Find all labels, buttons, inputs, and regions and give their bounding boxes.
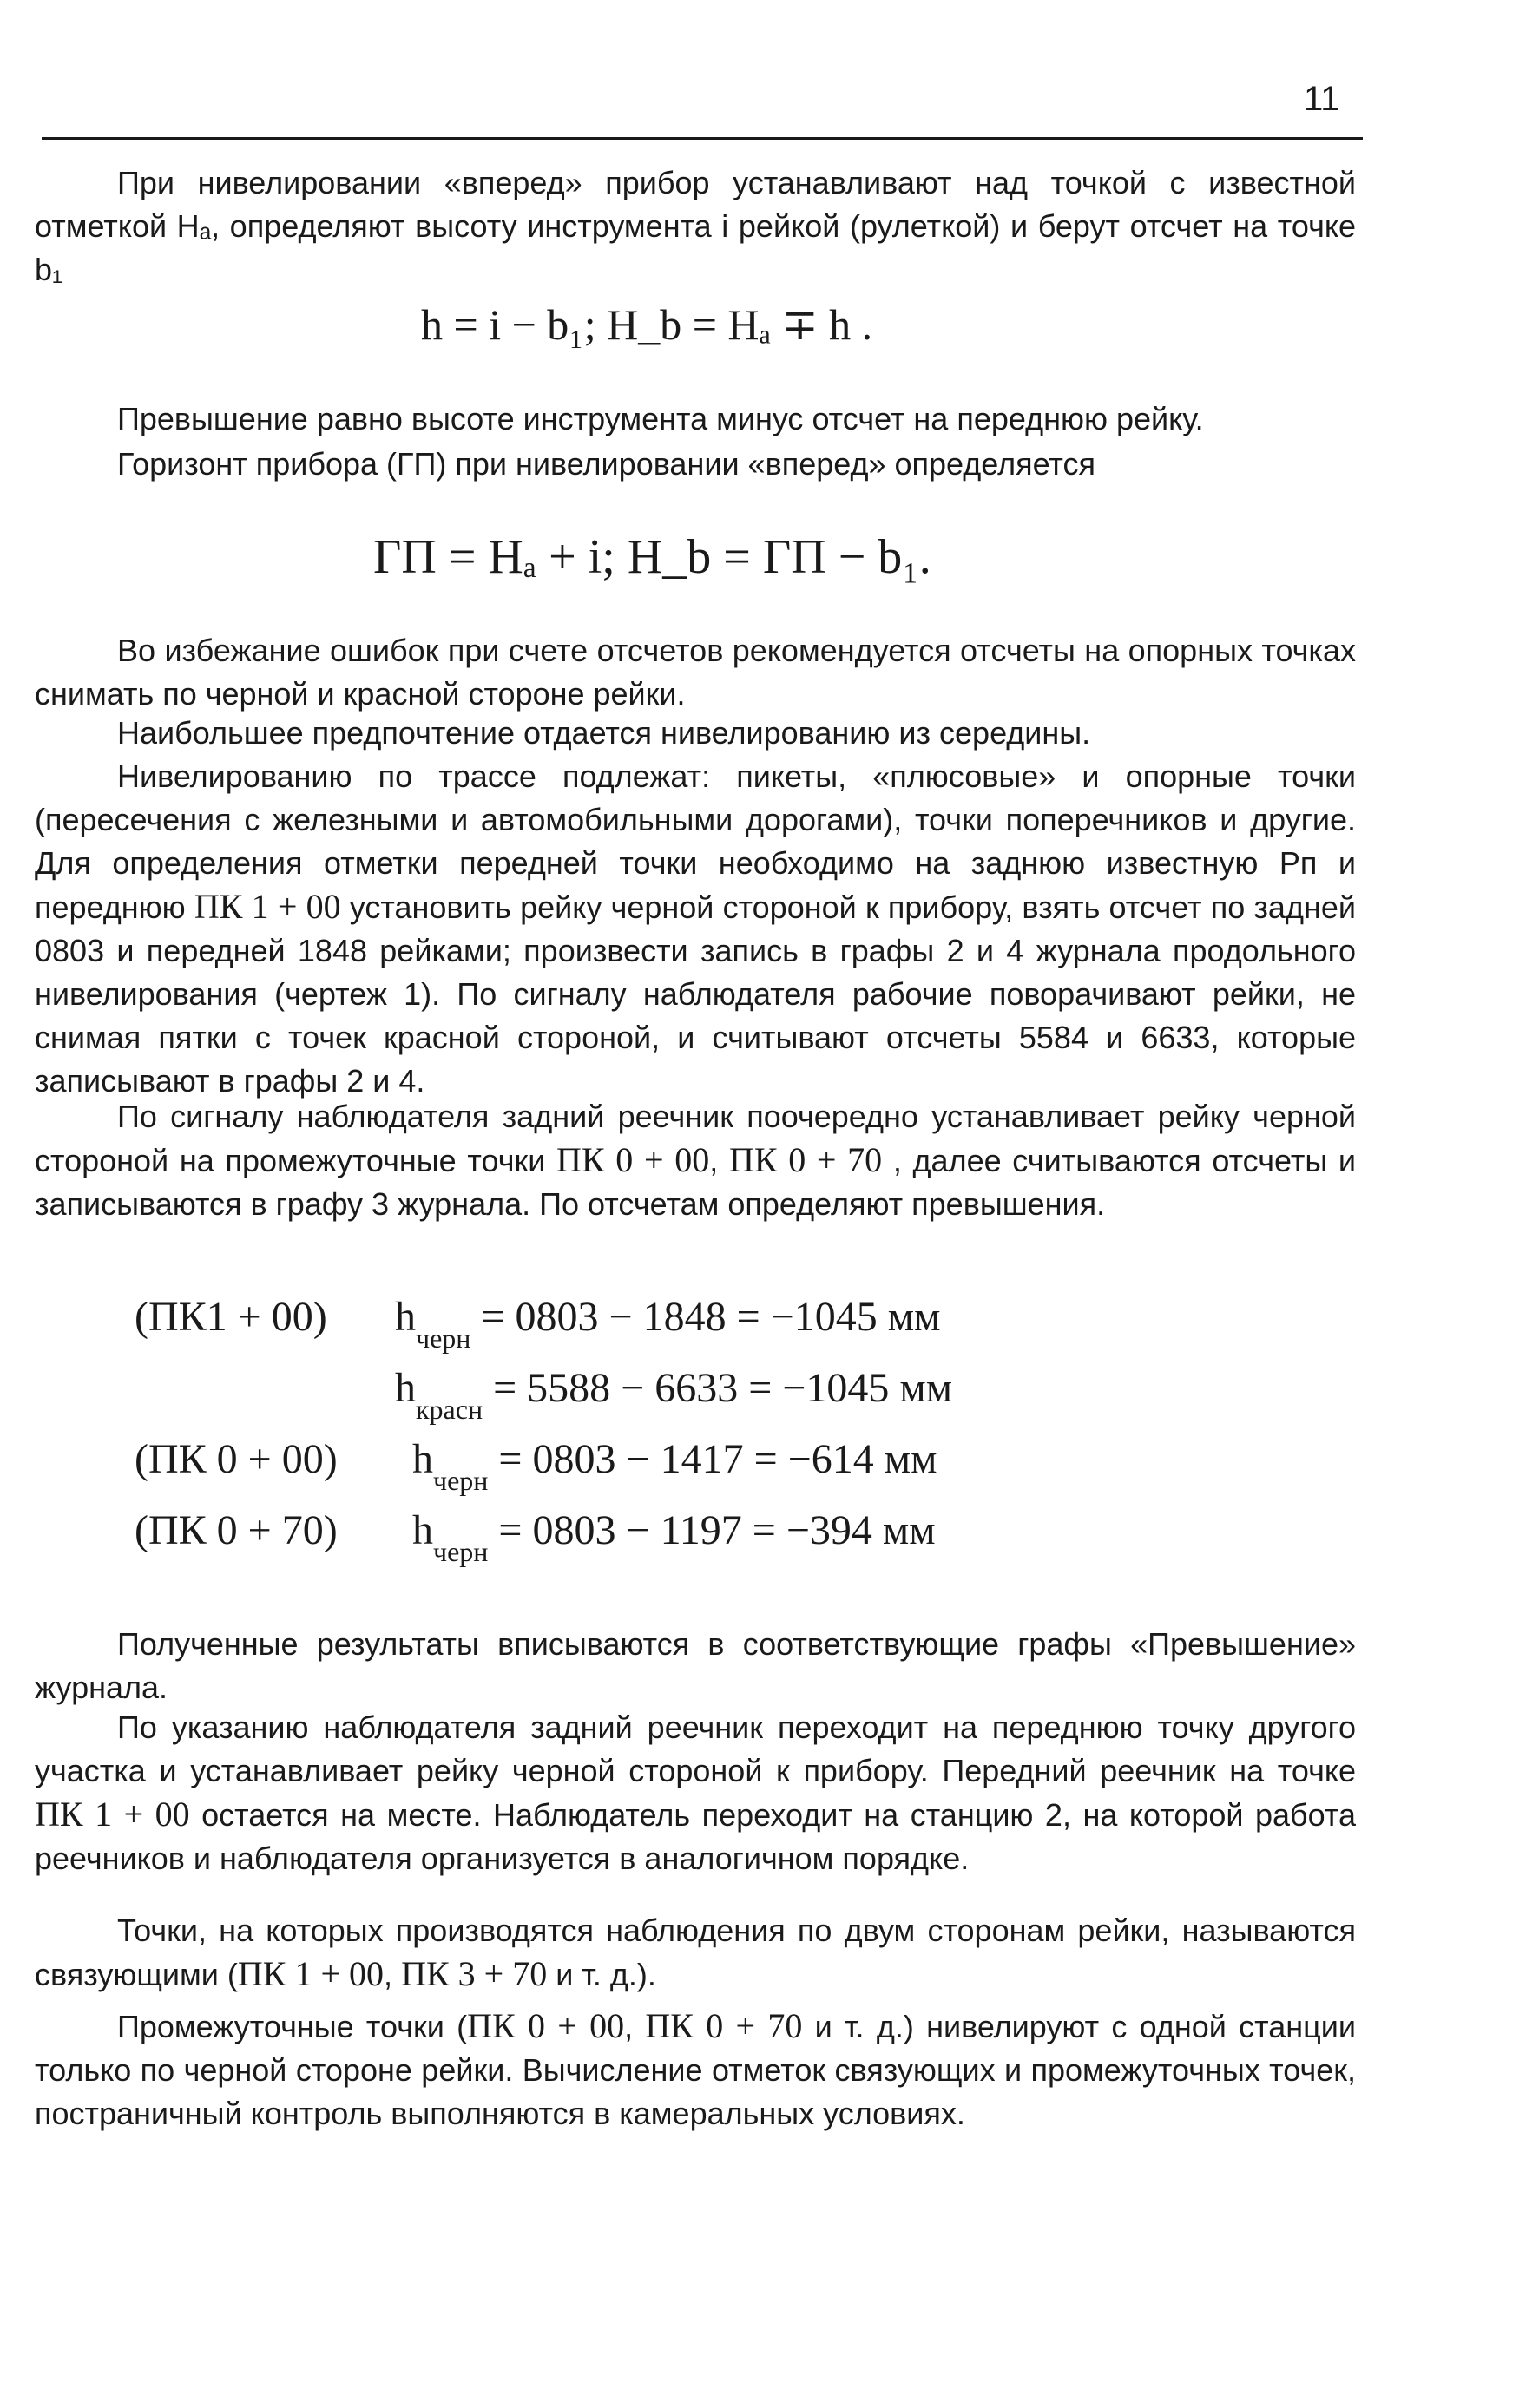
calc-expression: = 0803 − 1197 = −394 мм [498,1507,936,1553]
picket-label: ПК 1 + 00 [237,1954,385,1993]
paragraph-2: Превышение равно высоте инструмента минус отсчет на переднюю рейку. [117,401,1204,436]
calc-point: (ПК 0 + 00) [135,1436,338,1482]
paragraph-8: Полученные результаты вписываются в соответствующие графы «Превышение» журнала. [35,1626,1356,1705]
paragraph-10 [35,1909,1356,1997]
formula-height-difference: h = i − b₁; H_b = Hₐ ∓ h . [421,300,873,349]
paragraph-10-text-a: Точки, на которых производятся наблюдения по двум сторонам рейки, называются связующими ( [35,1913,1356,1992]
paragraph-9-text-a: По указанию наблюдателя задний реечник переходит на переднюю точку другого участка и устанавливает рейку черной стороной к прибору. Передний реечник на точке [35,1709,1356,1788]
calc-row-3 [135,1435,937,1497]
picket-label: ПК 0 + 00 [556,1140,710,1179]
paragraph-7-text-b: , далее считываются отсчеты и записываются в графу 3 журнала. По отсчетам определяют превышения. [35,1143,1357,1222]
calc-h: h [395,1365,416,1411]
paragraph-11-text-b: и т. д.) нивелируют с одной станции только по черной стороне рейки. Вычисление отметок связующих и промежуточных точек, постраничный контроль выполняются в камеральных условиях. [35,2009,1356,2131]
paragraph-3: Горизонт прибора (ГП) при нивелировании «вперед» определяется [117,446,1096,482]
paragraph-4: Во избежание ошибок при счете отсчетов рекомендуется отсчеты на опорных точках снимать по черной и красной стороне рейки. [35,633,1356,712]
paragraph-5: Наибольшее предпочтение отдается нивелированию из середины. [117,715,1091,751]
calc-sub: черн [433,1465,489,1496]
paragraph-11-text-a: Промежуточные точки ( [117,2009,468,2044]
picket-label: ПК 0 + 70 [728,1140,883,1179]
header-rule [42,137,1363,140]
page-number: 11 [1304,80,1340,118]
paragraph-6-text-a: Нивелированию по трассе подлежат: пикеты, «плюсовые» и опорные точки (пересечения с железными и автомобильными дорогами), точки поперечников и другие. Для определения отметки передней точки необходимо на заднюю известную Рп и переднюю [35,758,1356,925]
paragraph-6-text-b: установить рейку черной стороной к прибору, взять отсчет по задней 0803 и передней 1848 рейками; произвести запись в графы 2 и 4 журнала продольного нивелирования (чертеж 1). По сигналу наблюдателя рабочие поворачивают рейки, не снимая пятки с точек красной стороной, и считывают отсчеты 5584 и 6633, которые записывают в графы 2 и 4. [35,889,1356,1099]
picket-label: ПК 1 + 00 [194,887,341,926]
calc-sub: красн [416,1394,483,1425]
calc-expression: = 5588 − 6633 = −1045 мм [493,1365,953,1411]
formula-instrument-horizon: ГП = Hₐ + i; H_b = ГП − b₁. [373,530,931,584]
paragraph-10-text-b: и т. д.). [556,1957,656,1992]
paragraph-7 [35,1095,1356,1226]
picket-label: ПК 1 + 00 [35,1795,190,1834]
separator: , [384,1957,393,1992]
calc-row-4 [135,1506,936,1568]
calc-h: h [412,1436,433,1482]
separator: , [709,1143,719,1178]
paragraph-9-text-b: остается на месте. Наблюдатель переходит на станцию 2, на которой работа реечников и наблюдателя организуется в аналогичном порядке. [35,1797,1356,1876]
calc-sub: черн [433,1536,489,1567]
calc-row-1 [135,1293,940,1355]
calc-h: h [395,1294,416,1340]
paragraph-11 [35,2004,1356,2136]
paragraph-6 [35,755,1356,1103]
calc-row-2 [135,1364,952,1426]
picket-label: ПК 0 + 70 [645,2006,803,2045]
calc-expression: = 0803 − 1417 = −614 мм [498,1436,937,1482]
paragraph-7-text-a: По сигналу наблюдателя задний реечник поочередно устанавливает рейку черной стороной на промежуточные точки [35,1099,1356,1178]
calc-expression: = 0803 − 1848 = −1045 мм [481,1294,941,1340]
calc-point: (ПК 0 + 70) [135,1507,338,1553]
paragraph-1: При нивелировании «вперед» прибор устанавливают над точкой с известной отметкой Hₐ, определяют высоту инструмента i рейкой (рулеткой) и берут отсчет на точке b₁ [35,165,1356,287]
separator: , [624,2009,634,2044]
picket-label: ПК 3 + 70 [401,1954,548,1993]
paragraph-9 [35,1706,1356,1880]
calc-point: (ПК1 + 00) [135,1294,327,1340]
calc-sub: черн [416,1322,471,1354]
calc-h: h [412,1507,433,1553]
picket-label: ПК 0 + 00 [467,2006,625,2045]
